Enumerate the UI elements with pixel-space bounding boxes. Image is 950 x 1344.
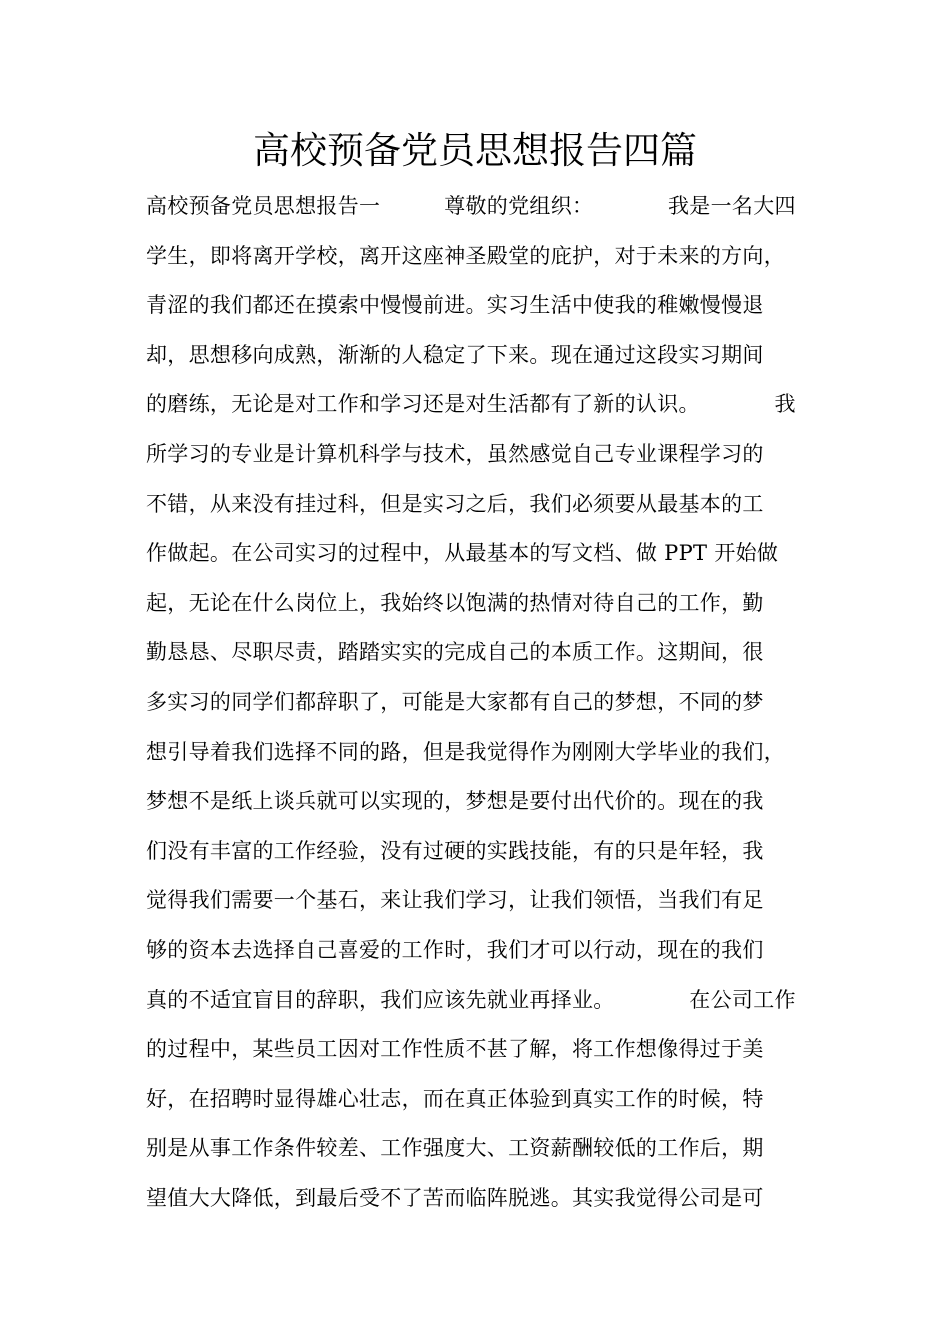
text-line: 作做起。在公司实习的过程中，从最基本的写文档、做 PPT 开始做 xyxy=(146,541,779,566)
text-line: 起，无论在什么岗位上，我始终以饱满的热情对待自己的工作，勤 xyxy=(146,590,764,615)
text-line: 们没有丰富的工作经验，没有过硬的实践技能，有的只是年轻，我 xyxy=(146,838,764,863)
document-title: 高校预备党员思想报告四篇 xyxy=(253,129,697,172)
text-line: 不错，从来没有挂过科，但是实习之后，我们必须要从最基本的工 xyxy=(146,491,764,516)
text-line: 好，在招聘时显得雄心壮志，而在真正体验到真实工作的时候，特 xyxy=(146,1086,764,1111)
text-line: 的过程中，某些员工因对工作性质不甚了解，将工作想像得过于美 xyxy=(146,1037,764,1062)
text-line: 勤恳恳、尽职尽责，踏踏实实的完成自己的本质工作。这期间，很 xyxy=(146,640,764,665)
text-line: 的磨练，无论是对工作和学习还是对生活都有了新的认识。 我 xyxy=(146,392,796,417)
text-line: 想引导着我们选择不同的路，但是我觉得作为刚刚大学毕业的我们， xyxy=(146,739,785,764)
text-line: 却，思想移向成熟，渐渐的人稳定了下来。现在通过这段实习期间 xyxy=(146,342,764,367)
text-line: 多实习的同学们都辞职了，可能是大家都有自己的梦想，不同的梦 xyxy=(146,689,764,714)
text-line: 真的不适宜盲目的辞职，我们应该先就业再择业。 在公司工作 xyxy=(146,987,796,1012)
document-body xyxy=(146,182,826,1223)
text-line: 够的资本去选择自己喜爱的工作时，我们才可以行动，现在的我们 xyxy=(146,937,764,962)
text-line: 高校预备党员思想报告一 尊敬的党组织： 我是一名大四 xyxy=(146,194,796,218)
text-line: 学生，即将离开学校，离开这座神圣殿堂的庇护，对于未来的方向， xyxy=(146,243,785,268)
text-line: 望值大大降低，到最后受不了苦而临阵脱逃。其实我觉得公司是可 xyxy=(146,1185,764,1210)
text-line: 别是从事工作条件较差、工作强度大、工资薪酬较低的工作后，期 xyxy=(146,1136,764,1161)
text-line: 梦想不是纸上谈兵就可以实现的，梦想是要付出代价的。现在的我 xyxy=(146,789,764,814)
text-line: 所学习的专业是计算机科学与技术，虽然感觉自己专业课程学习的 xyxy=(146,441,764,466)
text-line: 觉得我们需要一个基石，来让我们学习，让我们领悟，当我们有足 xyxy=(146,888,764,913)
text-line: 青涩的我们都还在摸索中慢慢前进。实习生活中使我的稚嫩慢慢退 xyxy=(146,293,764,318)
